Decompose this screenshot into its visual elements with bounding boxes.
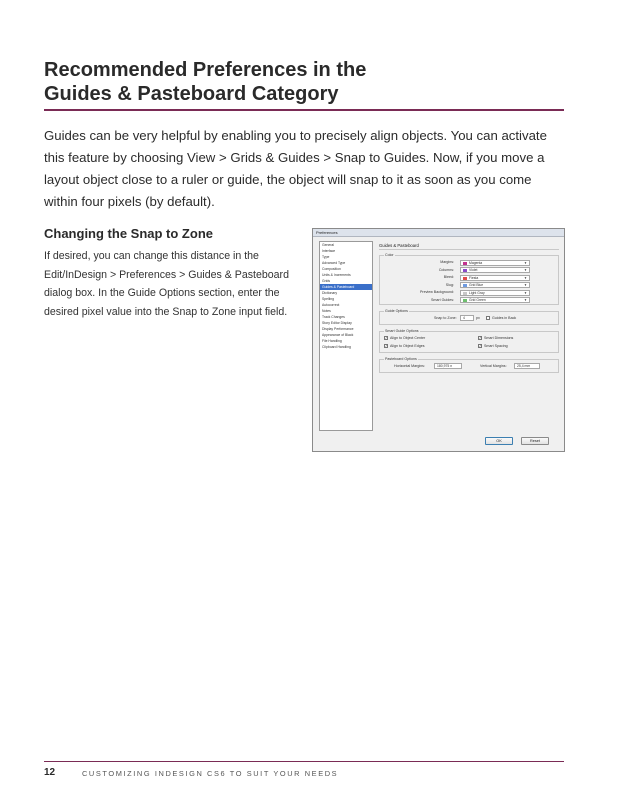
chevron-down-icon: ▼: [524, 275, 527, 280]
pasteboard-label: Pasteboard Options: [385, 357, 417, 361]
color-row-label: Slug:: [445, 282, 454, 287]
category-item: Dictionary: [322, 291, 338, 295]
color-row-label: Bleed:: [443, 275, 454, 279]
chevron-down-icon: ▼: [524, 290, 527, 295]
category-item: Display Performance: [322, 327, 354, 331]
category-item: Clipboard Handling: [322, 345, 351, 349]
dialog-title: Preferences: [313, 229, 564, 237]
guides-in-back-label: Guides in Back: [492, 316, 517, 320]
color-group-label: Color: [385, 253, 394, 257]
color-select-value: Grid Blue: [469, 283, 484, 287]
color-row-label: Margins:: [440, 260, 454, 264]
color-select: [460, 267, 530, 273]
color-swatch: [463, 262, 467, 265]
color-select-value: Fiesta: [469, 275, 479, 280]
color-row-label: Preview Background:: [420, 290, 454, 294]
guide-options-label: Guide Options: [385, 309, 408, 313]
color-row-label: Columns:: [438, 267, 454, 272]
category-item: General: [322, 243, 335, 247]
category-item: Advanced Type: [322, 261, 346, 265]
color-select-value: Magenta: [469, 260, 483, 265]
dialog-main-panel: [379, 241, 561, 431]
color-select-value: Violet: [469, 268, 478, 272]
chevron-down-icon: ▼: [524, 283, 527, 287]
category-item: Track Changes: [322, 315, 345, 319]
category-item: File Handling: [322, 339, 342, 343]
color-row-label: Smart Guides:: [431, 297, 454, 302]
smart-guide-label: Smart Guide Options: [385, 329, 419, 333]
snap-unit: px: [476, 316, 480, 320]
category-item: Appearance of Black: [322, 333, 354, 337]
align-center-checkbox: ✓: [385, 336, 388, 340]
color-select-value: Grid Green: [469, 298, 486, 302]
category-item: Interface: [322, 249, 336, 253]
horizontal-margins-label: Horizontal Margins:: [394, 364, 425, 368]
align-center-label: Align to Object Center: [390, 336, 426, 340]
snap-to-zone-input: 4: [460, 315, 474, 321]
footer-divider: [44, 761, 564, 762]
align-edges-checkbox: ✓: [385, 344, 388, 348]
chevron-down-icon: ▼: [524, 298, 527, 302]
smart-dimensions-checkbox: ✓: [479, 336, 482, 340]
chevron-down-icon: ▼: [524, 260, 527, 265]
category-item: Autocorrect: [322, 303, 340, 307]
align-edges-label: Align to Object Edges: [390, 344, 425, 348]
color-swatch: [463, 292, 467, 295]
category-item: Units & Increments: [322, 273, 351, 277]
color-swatch: [463, 269, 467, 272]
category-item: Notes: [322, 309, 331, 313]
color-select: [460, 260, 530, 266]
smart-dimensions-label: Smart Dimensions: [484, 336, 514, 340]
smart-spacing-checkbox: ✓: [479, 344, 482, 348]
category-item: Type: [322, 255, 330, 259]
horizontal-margins-input: 180,975 n: [434, 363, 462, 369]
category-item: Story Editor Display: [322, 321, 352, 325]
color-swatch: [463, 284, 467, 287]
snap-to-zone-label: Snap to Zone:: [434, 316, 457, 320]
vertical-margins-input: 25,4 mm: [514, 363, 540, 369]
category-item: Spelling: [322, 297, 335, 301]
pasteboard-group: [379, 359, 559, 373]
category-item: Guides & Pasteboard: [320, 284, 372, 290]
running-footer: CUSTOMIZING INDESIGN CS6 TO SUIT YOUR NEEDS: [82, 769, 339, 778]
color-select: [460, 297, 530, 303]
page-title-line-2: Guides & Pasteboard Category: [44, 83, 339, 105]
category-list: [319, 241, 373, 431]
smart-spacing-label: Smart Spacing: [484, 344, 508, 348]
color-swatch: [463, 299, 467, 302]
color-select: [460, 290, 530, 296]
intro-paragraph: Guides can be very helpful by enabling you to precisely align objects. You can activate this feature by choosing View > Grids & Guides > Snap to Guides. Now, if you move a layout object close to a ruler or guide, the object will snap to it as soon as you come within four pixels (by default).: [44, 128, 547, 209]
color-group: [379, 255, 559, 305]
guides-in-back-checkbox: [486, 316, 490, 320]
category-item: Composition: [322, 267, 341, 271]
panel-heading: Guides & Pasteboard: [379, 243, 419, 248]
color-select: [460, 275, 530, 281]
section-heading: Changing the Snap to Zone: [44, 226, 213, 241]
ok-button: OK: [485, 437, 513, 445]
color-select: [460, 282, 530, 288]
page-number: 12: [44, 767, 56, 778]
color-select-value: Light Gray: [469, 290, 485, 295]
page-title-line-1: Recommended Preferences in the: [44, 59, 367, 81]
chevron-down-icon: ▼: [524, 268, 527, 272]
smart-guide-group: [379, 331, 559, 353]
category-item: Grids: [322, 279, 331, 283]
color-swatch: [463, 277, 467, 280]
guide-options-group: [379, 311, 559, 325]
preferences-dialog-screenshot: [312, 228, 565, 452]
page-title: [44, 58, 584, 106]
title-divider: [44, 109, 564, 111]
section-body: If desired, you can change this distance in the Edit/InDesign > Preferences > Guides & Pasteboard dialog box. In the Guide Options section, enter the desired pixel value into the Snap to Zone input field.: [44, 250, 289, 318]
reset-button: Reset: [521, 437, 549, 445]
vertical-margins-label: Vertical Margins:: [480, 364, 507, 368]
panel-divider: [379, 249, 559, 250]
